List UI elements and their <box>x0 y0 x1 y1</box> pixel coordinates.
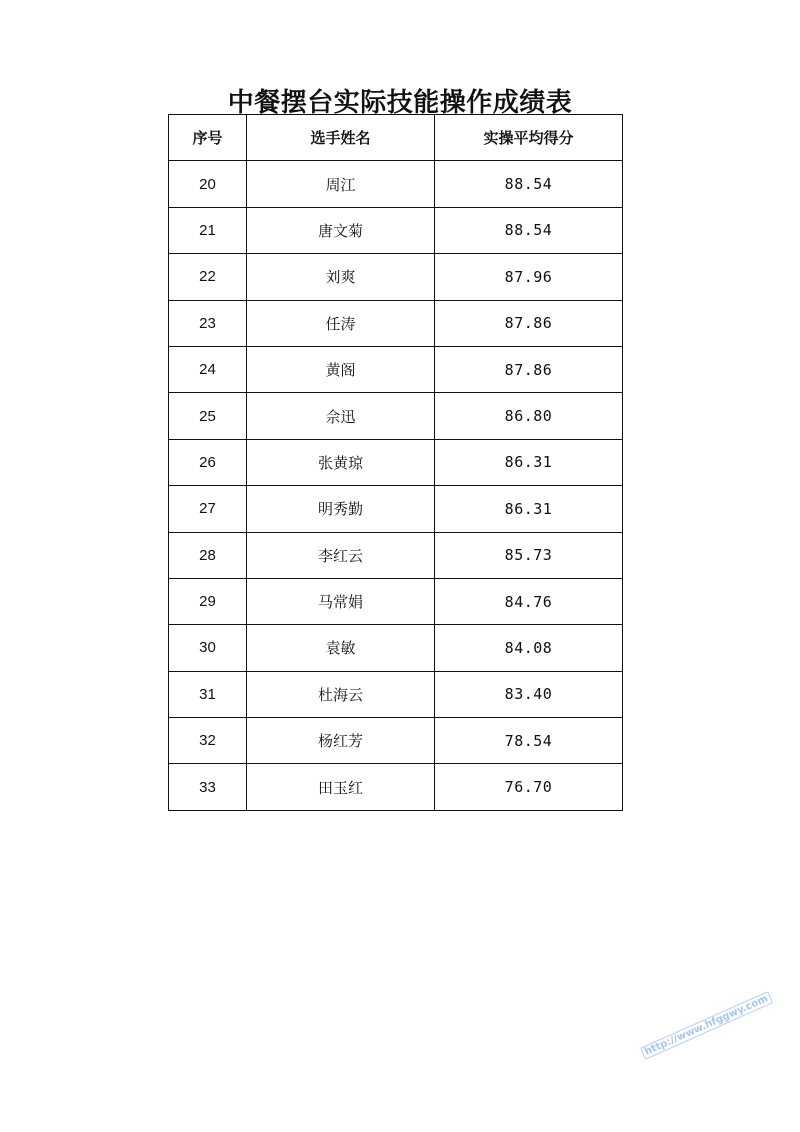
row-name: 刘爽 <box>247 254 435 300</box>
table-row <box>169 671 623 717</box>
document-title: 中餐摆台实际技能操作成绩表 <box>227 88 573 119</box>
row-index: 24 <box>169 346 247 392</box>
row-index: 25 <box>169 393 247 439</box>
table-row <box>169 625 623 671</box>
table-row <box>169 532 623 578</box>
row-score: 87.86 <box>435 300 623 346</box>
row-name: 任涛 <box>247 300 435 346</box>
row-name: 佘迅 <box>247 393 435 439</box>
score-table <box>168 114 623 811</box>
row-name: 马常娟 <box>247 578 435 624</box>
row-index: 29 <box>169 578 247 624</box>
table-row <box>169 254 623 300</box>
row-index: 28 <box>169 532 247 578</box>
watermark <box>640 979 800 1060</box>
row-score: 86.31 <box>435 439 623 485</box>
row-index: 26 <box>169 439 247 485</box>
row-score: 76.70 <box>435 764 623 810</box>
header-name: 选手姓名 <box>247 115 435 161</box>
row-score: 88.54 <box>435 207 623 253</box>
table-body <box>169 161 623 810</box>
header-index: 序号 <box>169 115 247 161</box>
row-name: 袁敏 <box>247 625 435 671</box>
row-name: 杜海云 <box>247 671 435 717</box>
row-index: 32 <box>169 718 247 764</box>
watermark-text: http://www.hfggwy.com <box>640 991 773 1060</box>
row-score: 88.54 <box>435 161 623 207</box>
table-row <box>169 393 623 439</box>
row-name: 黄阁 <box>247 346 435 392</box>
row-score: 84.08 <box>435 625 623 671</box>
row-index: 33 <box>169 764 247 810</box>
header-score: 实操平均得分 <box>435 115 623 161</box>
table-header <box>169 115 623 161</box>
row-name: 田玉红 <box>247 764 435 810</box>
row-name: 周江 <box>247 161 435 207</box>
row-score: 86.31 <box>435 486 623 532</box>
row-score: 87.86 <box>435 346 623 392</box>
row-index: 23 <box>169 300 247 346</box>
row-index: 21 <box>169 207 247 253</box>
row-score: 84.76 <box>435 578 623 624</box>
row-name: 杨红芳 <box>247 718 435 764</box>
table-row <box>169 300 623 346</box>
table-row <box>169 486 623 532</box>
row-name: 明秀勤 <box>247 486 435 532</box>
row-index: 31 <box>169 671 247 717</box>
row-name: 张黄琼 <box>247 439 435 485</box>
table-row <box>169 718 623 764</box>
row-score: 83.40 <box>435 671 623 717</box>
row-index: 30 <box>169 625 247 671</box>
row-score: 85.73 <box>435 532 623 578</box>
table-row <box>169 346 623 392</box>
table-row <box>169 207 623 253</box>
header-row <box>169 115 623 161</box>
row-name: 唐文菊 <box>247 207 435 253</box>
table-row <box>169 578 623 624</box>
row-score: 86.80 <box>435 393 623 439</box>
row-name: 李红云 <box>247 532 435 578</box>
table-row <box>169 161 623 207</box>
row-score: 87.96 <box>435 254 623 300</box>
table-row <box>169 439 623 485</box>
row-score: 78.54 <box>435 718 623 764</box>
row-index: 27 <box>169 486 247 532</box>
table-row <box>169 764 623 810</box>
row-index: 20 <box>169 161 247 207</box>
row-index: 22 <box>169 254 247 300</box>
